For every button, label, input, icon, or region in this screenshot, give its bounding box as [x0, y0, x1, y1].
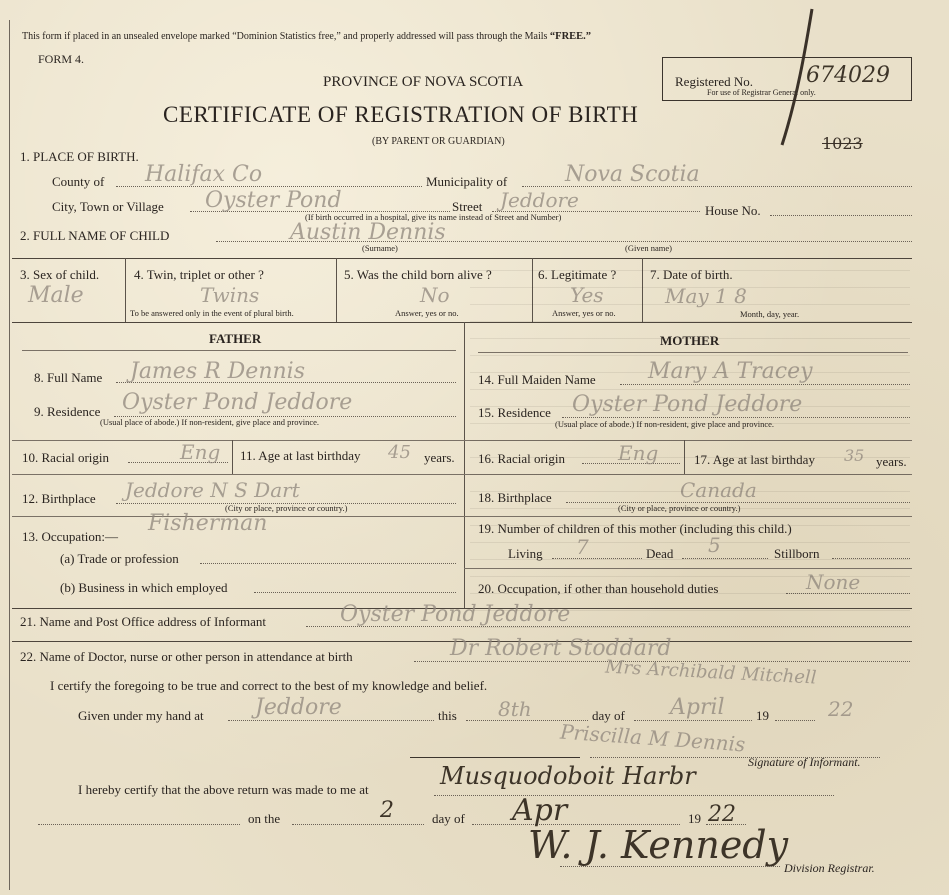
doctor-extra-value: Mrs Archibald Mitchell	[604, 656, 817, 689]
father-birthplace-note: (City or place, province or country.)	[225, 503, 348, 513]
full-name-label: 2. FULL NAME OF CHILD	[20, 228, 170, 243]
return-day-of-label: day of	[432, 811, 465, 826]
return-certify-label: I hereby certify that the above return was made to me at	[78, 782, 369, 797]
sex-label: 3. Sex of child.	[20, 267, 100, 282]
father-age-label: 11. Age at last birthday	[240, 448, 361, 463]
legitimate-note: Answer, yes or no.	[552, 308, 616, 318]
form-number: FORM 4.	[38, 52, 85, 66]
registrar-signature: W. J. Kennedy	[528, 823, 789, 867]
certificate-title: CERTIFICATE OF REGISTRATION OF BIRTH	[163, 102, 639, 127]
place-of-birth-label: 1. PLACE OF BIRTH.	[20, 149, 139, 164]
given-name-label: (Given name)	[625, 243, 672, 253]
father-age-value: 45	[388, 442, 411, 463]
hospital-note: (If birth occurred in a hospital, give its name instead of Street and Number)	[305, 212, 562, 222]
father-heading: FATHER	[209, 331, 262, 346]
children-count-label: 19. Number of children of this mother (including this child.)	[478, 521, 792, 536]
mother-residence-label: 15. Residence	[478, 405, 551, 420]
this-label: this	[438, 708, 457, 723]
mother-age-years: years.	[876, 454, 907, 469]
return-day-value: 2	[380, 798, 394, 823]
dob-label: 7. Date of birth.	[650, 267, 733, 282]
given-month-value: April	[670, 695, 725, 720]
mother-name-value: Mary A Tracey	[648, 359, 813, 384]
given-place-value: Jeddore	[255, 695, 342, 720]
division-registrar-label: Division Registrar.	[784, 861, 875, 875]
county-label: County of	[52, 174, 105, 189]
dob-note: Month, day, year.	[740, 309, 800, 319]
occupation-label: 13. Occupation:—	[22, 529, 119, 544]
father-name-label: 8. Full Name	[34, 370, 103, 385]
mother-racial-label: 16. Racial origin	[478, 451, 566, 466]
mother-birthplace-note: (City or place, province or country.)	[618, 503, 741, 513]
father-birthplace-value: Jeddore N S Dart	[125, 478, 300, 502]
doctor-value: Dr Robert Stoddard	[450, 636, 672, 661]
child-name-value: Austin Dennis	[290, 220, 446, 245]
pen-mark	[770, 5, 820, 155]
mother-age-label: 17. Age at last birthday	[694, 452, 815, 467]
father-name-value: James R Dennis	[130, 359, 305, 384]
mother-birthplace-label: 18. Birthplace	[478, 490, 552, 505]
city-label: City, Town or Village	[52, 199, 164, 214]
father-birthplace-label: 12. Birthplace	[22, 491, 96, 506]
surname-label: (Surname)	[362, 243, 398, 253]
stillborn-label: Stillborn	[774, 546, 820, 561]
mother-abode-note: (Usual place of abode.) If non-resident, give place and province.	[555, 419, 775, 429]
occupation-trade-value: Fisherman	[148, 511, 268, 536]
given-year-prefix: 19	[756, 708, 769, 723]
occupation-business-label: (b) Business in which employed	[60, 580, 228, 595]
mother-occupation-value: None	[806, 570, 861, 594]
on-the-label: on the	[248, 811, 281, 826]
municipality-label: Municipality of	[426, 174, 508, 189]
informant-value: Oyster Pond Jeddore	[340, 602, 571, 627]
mother-birthplace-value: Canada	[680, 478, 757, 502]
doctor-label: 22. Name of Doctor, nurse or other person in attendance at birth	[20, 649, 353, 664]
dead-label: Dead	[646, 546, 674, 561]
father-racial-label: 10. Racial origin	[22, 450, 110, 465]
given-under-label: Given under my hand at	[78, 708, 204, 723]
city-value: Oyster Pond	[205, 188, 342, 213]
informant-label: 21. Name and Post Office address of Informant	[20, 614, 266, 629]
twin-label: 4. Twin, triplet or other ?	[134, 267, 264, 282]
house-label: House No.	[705, 203, 761, 218]
county-value: Halifax Co	[145, 162, 263, 187]
registered-label: Registered No.	[675, 74, 753, 89]
street-label: Street	[452, 199, 483, 214]
day-of-label: day of	[592, 708, 625, 723]
return-year-prefix: 19	[688, 811, 701, 826]
living-label: Living	[508, 546, 543, 561]
born-alive-value: No	[420, 283, 450, 307]
signature-informant-label: Signature of Informant.	[748, 755, 861, 769]
twin-value: Twins	[200, 283, 260, 307]
dead-value: 5	[708, 533, 721, 557]
street-value: Jeddore	[500, 188, 579, 212]
father-residence-label: 9. Residence	[34, 404, 101, 419]
twin-note: To be answered only in the event of plural birth.	[130, 308, 294, 318]
dob-value: May 1 8	[665, 284, 747, 308]
born-alive-label: 5. Was the child born alive ?	[344, 267, 492, 282]
legitimate-value: Yes	[570, 283, 604, 307]
legitimate-label: 6. Legitimate ?	[538, 267, 617, 282]
sex-value: Male	[28, 283, 84, 308]
left-border	[9, 20, 10, 890]
municipality-value: Nova Scotia	[565, 162, 700, 187]
father-abode-note: (Usual place of abode.) If non-resident, give place and province.	[100, 417, 320, 427]
informant-signature: Priscilla M Dennis	[559, 719, 747, 757]
return-place-value: Musquodoboit Harbr	[440, 762, 696, 790]
mother-heading: MOTHER	[660, 333, 720, 348]
born-alive-note: Answer, yes or no.	[395, 308, 459, 318]
struck-number: 1023	[822, 134, 863, 153]
province-heading: PROVINCE OF NOVA SCOTIA	[323, 74, 524, 90]
given-day-value: 8th	[498, 697, 532, 721]
mother-racial-value: Eng	[618, 441, 659, 465]
mail-notice: This form if placed in an unsealed envelope marked “Dominion Statistics free,” and properly addressed will pass through the Mails “FREE.”	[22, 31, 592, 42]
return-year-value: 22	[708, 802, 736, 827]
living-value: 7	[576, 535, 589, 559]
father-residence-value: Oyster Pond Jeddore	[122, 390, 353, 415]
mother-name-label: 14. Full Maiden Name	[478, 372, 596, 387]
registrar-only-note: For use of Registrar General only.	[707, 88, 816, 97]
mother-occupation-label: 20. Occupation, if other than household duties	[478, 581, 719, 596]
certify-statement: I certify the foregoing to be true and correct to the best of my knowledge and belief.	[50, 678, 488, 693]
father-racial-value: Eng	[180, 440, 221, 464]
return-month-value: Apr	[512, 793, 568, 828]
given-year-value: 22	[828, 697, 854, 721]
father-age-years: years.	[424, 450, 455, 465]
mother-residence-value: Oyster Pond Jeddore	[572, 392, 803, 417]
occupation-trade-label: (a) Trade or profession	[60, 551, 179, 566]
certificate-subtitle: (BY PARENT OR GUARDIAN)	[372, 136, 505, 147]
mother-age-value: 35	[844, 446, 865, 465]
registered-number: 674029	[806, 63, 890, 88]
